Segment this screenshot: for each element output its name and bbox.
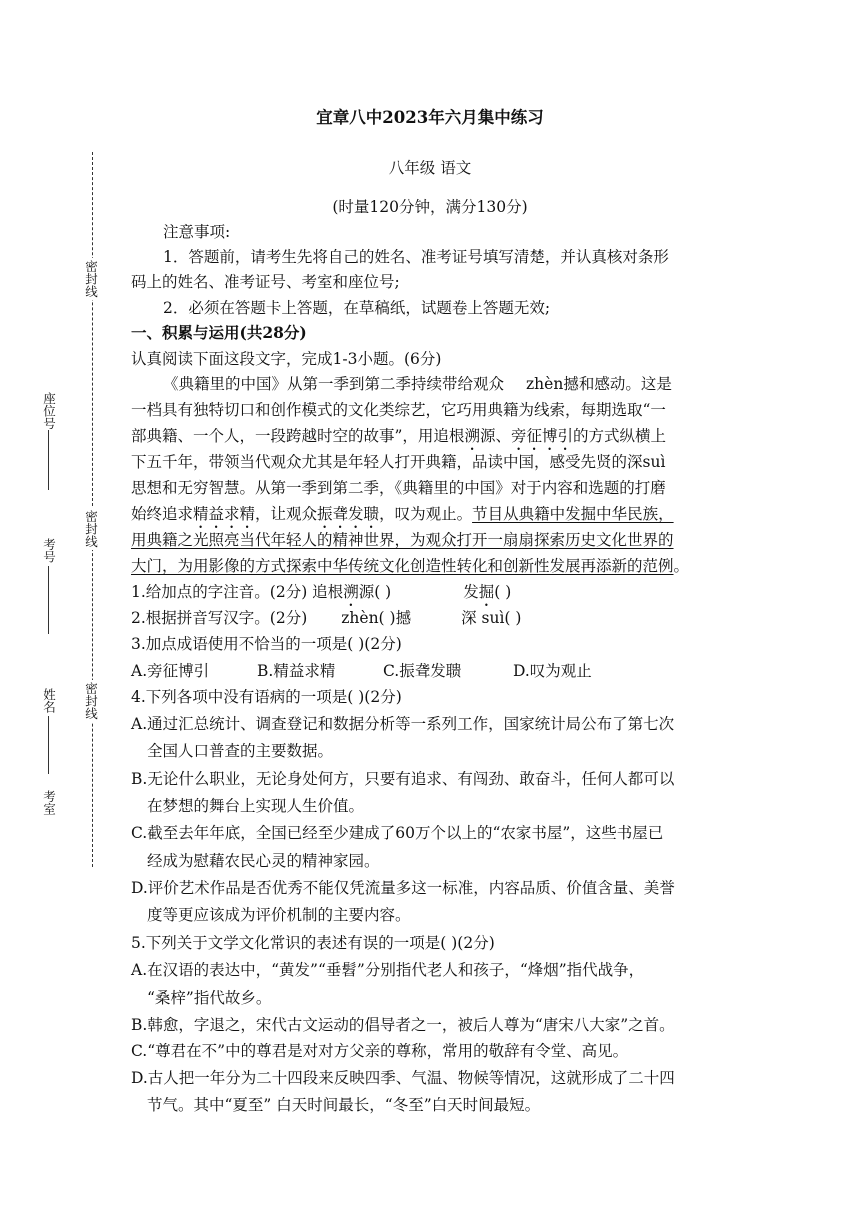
- question-5: 5.下列关于文学文化常识的表述有误的一项是( )(2分): [131, 934, 495, 952]
- q5-option-c: C.“尊君在不”中的尊君是对对方父亲的尊称，常用的敬辞有令堂、高见。: [131, 1042, 629, 1060]
- page-title: 宜章八中2023年六月集中练习: [316, 108, 544, 127]
- passage-line-2: 一档具有独特切口和创作模式的文化类综艺，它巧用典籍为线索，每期选取“一: [131, 401, 666, 419]
- q5-option-b: B.韩愈，字退之，宋代古文运动的倡导者之一，被后人尊为“唐宋八大家”之首。: [131, 1016, 675, 1034]
- q4-option-d-2: 度等更应该成为评价机制的主要内容。: [147, 906, 411, 924]
- exam-number-label: 考号: [41, 538, 57, 563]
- passage-line-7: 用典籍之光照亮当代年轻人的精神世界，为观众打开一扇扇探索历史文化世界的: [131, 531, 674, 549]
- notice-item-2: 2．必须在答题卡上答题，在草稿纸，试题卷上答题无效;: [163, 299, 551, 317]
- time-note: (时量120分钟，满分130分): [332, 198, 528, 216]
- passage-line-1: 《典籍里的中国》从第一季到第二季持续带给观众 zhèn撼和感动。这是: [163, 375, 672, 393]
- q4-option-d-1: D.评价艺术作品是否优秀不能仅凭流量多这一标准，内容品质、价值含量、美誉: [131, 879, 675, 897]
- passage-line-4: 下五千年，带领当代观众尤其是年轻人打开典籍，品读中国，感受先贤的深suì: [131, 453, 666, 471]
- name-label: 姓名: [41, 688, 57, 713]
- notice-heading: 注意事项:: [163, 223, 231, 241]
- question-1: 1.给加点的字注音。(2分) 追根溯源( ) 发掘( ): [131, 583, 512, 601]
- seal-line-label-2: 密封线: [83, 510, 99, 548]
- question-4: 4.下列各项中没有语病的一项是( )(2分): [131, 688, 402, 706]
- notice-item-1a: 1．答题前，请考生先将自己的姓名、准考证号填写清楚，并认真核对条形: [163, 248, 669, 266]
- passage-line-5: 思想和无穷智慧。从第一季到第二季，《典籍里的中国》对于内容和选题的打磨: [131, 479, 666, 497]
- page-subtitle: 八年级 语文: [388, 159, 472, 177]
- question-3: 3.加点成语使用不恰当的一项是( )(2分): [131, 635, 402, 653]
- pinyin-sui: suì: [642, 453, 666, 471]
- q5-option-a-2: “桑梓”指代故乡。: [147, 989, 272, 1007]
- passage-instruction: 认真阅读下面这段文字，完成1-3小题。(6分): [131, 350, 442, 368]
- pinyin-zhen: zhèn: [526, 375, 564, 393]
- q5-option-d-2: 节气。其中“夏至” 白天时间最长，“冬至”白天时间最短。: [147, 1096, 541, 1114]
- q5-option-d-1: D.古人把一年分为二十四段来反映四季、气温、物候等情况，这就形成了二十四: [131, 1069, 675, 1087]
- exam-room-label: 考室: [41, 790, 57, 815]
- q4-option-a-2: 全国人口普查的主要数据。: [147, 742, 334, 760]
- seat-number-label: 座位号: [41, 392, 57, 430]
- notice-item-1b: 码上的姓名、准考证号、考室和座位号;: [131, 273, 400, 291]
- passage-line-8: 大门，为用影像的方式探索中华传统文化创造性转化和创新性发展再添新的范例。: [131, 557, 690, 575]
- question-2: 2.根据拼音写汉字。(2分) zhèn( )撼 深 suì( ): [131, 609, 522, 627]
- q3-option-b: B.精益求精: [257, 662, 336, 680]
- q3-option-c: C.振聋发聩: [383, 662, 462, 680]
- q3-option-d: D.叹为观止: [513, 662, 592, 680]
- seal-line-label-1: 密封线: [83, 260, 99, 298]
- q4-option-c-2: 经成为慰藉农民心灵的精神家园。: [147, 852, 380, 870]
- q4-option-b-2: 在梦想的舞台上实现人生价值。: [147, 797, 365, 815]
- passage-line-3: 部典籍、一个人，一段跨越时空的故事”，用追根溯源、旁征博引的方式纵横上: [131, 427, 666, 445]
- exam-number-field-line: [48, 566, 49, 634]
- q4-option-b-1: B.无论什么职业，无论身处何方，只要有追求、有闯劲、敢奋斗，任何人都可以: [131, 770, 675, 788]
- q3-option-a: A.旁征博引: [131, 662, 210, 680]
- seat-number-field-line: [48, 430, 49, 490]
- q4-option-c-1: C.截至去年年底，全国已经至少建成了60万个以上的“农家书屋”，这些书屋已: [131, 824, 664, 842]
- question-3-options: [131, 659, 592, 681]
- passage-line-6: 始终追求精益求精，让观众振聋发聩，叹为观止。节目从典籍中发掘中华民族，: [131, 505, 674, 523]
- underlined-sentence-start: 节目从典籍中发掘中华民族，: [472, 505, 674, 523]
- seal-line-label-3: 密封线: [83, 682, 99, 720]
- section-heading: 一、积累与运用(共28分): [131, 323, 307, 342]
- name-field-line: [48, 716, 49, 774]
- q4-option-a-1: A.通过汇总统计、调查登记和数据分析等一系列工作，国家统计局公布了第七次: [131, 715, 675, 733]
- q5-option-a-1: A.在汉语的表达中，“黄发”“垂髫”分别指代老人和孩子，“烽烟”指代战争，: [131, 961, 645, 979]
